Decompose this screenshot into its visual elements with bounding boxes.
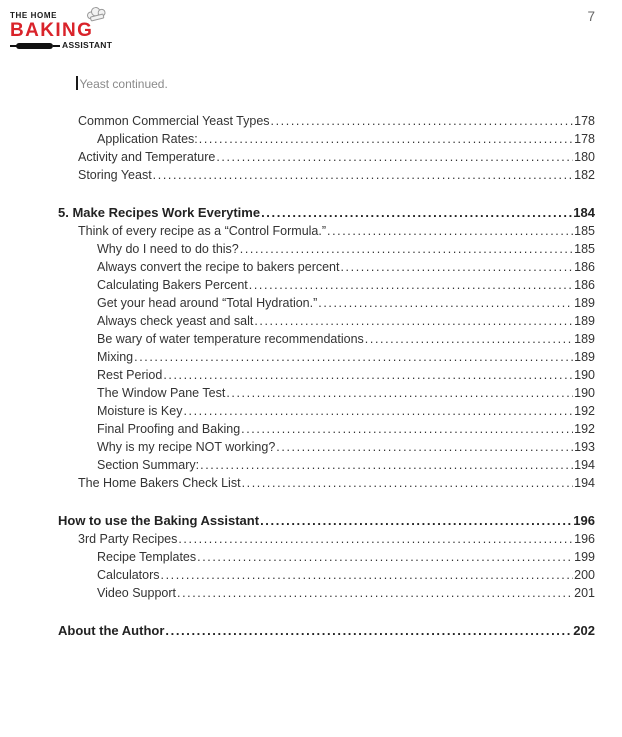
toc-entry-page: 190 [574, 386, 595, 400]
toc-entry-page: 178 [574, 132, 595, 146]
toc-dot-leader [216, 148, 573, 166]
rolling-pin-icon [10, 42, 60, 50]
table-of-contents [58, 112, 595, 640]
toc-entry[interactable] [58, 530, 595, 548]
logo-the-home-text: THE HOME [10, 11, 58, 20]
toc-dot-leader [197, 548, 573, 566]
toc-entry-title: The Window Pane Test [97, 386, 226, 400]
toc-entry-page: 200 [574, 568, 595, 582]
toc-dot-leader [165, 622, 572, 640]
toc-entry[interactable] [58, 148, 595, 166]
toc-entry-page: 192 [574, 422, 595, 436]
toc-entry-title: Final Proofing and Baking [97, 422, 241, 436]
toc-entry-title: 5. Make Recipes Work Everytime [58, 205, 261, 220]
toc-dot-leader [161, 566, 574, 584]
toc-dot-leader [153, 166, 573, 184]
toc-entry-page: 178 [574, 114, 595, 128]
toc-entry-title: Get your head around “Total Hydration.” [97, 296, 318, 310]
toc-dot-leader [254, 312, 573, 330]
toc-entry-title: How to use the Baking Assistant [58, 513, 260, 528]
toc-entry[interactable] [58, 474, 595, 492]
toc-dot-leader [276, 438, 573, 456]
toc-entry-page: 201 [574, 586, 595, 600]
toc-entry-title: Calculating Bakers Percent [97, 278, 248, 292]
logo-assistant-text: ASSISTANT [62, 40, 113, 50]
toc-entry-title: Video Support [97, 586, 176, 600]
toc-entry-page: 199 [574, 550, 595, 564]
toc-entry[interactable] [58, 384, 595, 402]
toc-entry-page: 196 [574, 532, 595, 546]
toc-entry[interactable] [58, 330, 595, 348]
logo-baking-text: BAKING [10, 19, 94, 42]
toc-dot-leader [241, 420, 573, 438]
toc-entry-title: Section Summary: [97, 458, 200, 472]
logo-bottom-row [10, 40, 113, 50]
toc-entry[interactable] [58, 348, 595, 366]
toc-dot-leader [199, 130, 573, 148]
toc-entry-title: Moisture is Key [97, 404, 183, 418]
toc-dot-leader [178, 530, 573, 548]
toc-entry-page: 186 [574, 260, 595, 274]
toc-entry[interactable] [58, 294, 595, 312]
toc-entry-title: Why do I need to do this? [97, 242, 239, 256]
toc-entry-page: 184 [573, 205, 595, 220]
toc-entry-page: 192 [574, 404, 595, 418]
toc-entry-page: 180 [574, 150, 595, 164]
toc-entry-title: Application Rates: [97, 132, 198, 146]
toc-entry-page: 186 [574, 278, 595, 292]
toc-entry-title: Recipe Templates [97, 550, 197, 564]
toc-entry-title: Be wary of water temperature recommendations [97, 332, 364, 346]
toc-entry[interactable] [58, 276, 595, 294]
toc-entry[interactable] [58, 366, 595, 384]
toc-entry-page: 189 [574, 350, 595, 364]
toc-entry-page: 194 [574, 476, 595, 490]
section-continued-note[interactable] [76, 76, 168, 92]
toc-dot-leader [183, 402, 573, 420]
toc-entry-title: Why is my recipe NOT working? [97, 440, 276, 454]
toc-dot-leader [163, 366, 573, 384]
toc-dot-leader [200, 456, 573, 474]
toc-entry[interactable] [58, 456, 595, 474]
toc-entry[interactable] [58, 420, 595, 438]
toc-entry[interactable] [58, 130, 595, 148]
baking-assistant-logo[interactable] [10, 11, 113, 50]
toc-entry-title: About the Author [58, 623, 165, 638]
toc-entry-title: Calculators [97, 568, 160, 582]
toc-dot-leader [271, 112, 574, 130]
toc-dot-leader [177, 584, 573, 602]
toc-entry-page: 182 [574, 168, 595, 182]
toc-entry[interactable] [58, 166, 595, 184]
toc-entry-title: 3rd Party Recipes [78, 532, 178, 546]
toc-entry[interactable] [58, 566, 595, 584]
toc-entry[interactable] [58, 438, 595, 456]
toc-dot-leader [340, 258, 573, 276]
toc-entry[interactable] [58, 258, 595, 276]
page-number: 7 [587, 9, 595, 24]
toc-entry-page: 185 [574, 242, 595, 256]
toc-entry[interactable] [58, 312, 595, 330]
toc-entry-page: 193 [574, 440, 595, 454]
toc-entry-title: Always check yeast and salt [97, 314, 254, 328]
toc-entry[interactable] [58, 548, 595, 566]
toc-entry-title: Always convert the recipe to bakers percent [97, 260, 340, 274]
toc-dot-leader [134, 348, 573, 366]
toc-entry-page: 202 [573, 623, 595, 638]
toc-dot-leader [365, 330, 573, 348]
toc-entry[interactable] [58, 584, 595, 602]
toc-dot-leader [260, 512, 572, 530]
toc-dot-leader [327, 222, 573, 240]
toc-entry[interactable] [58, 402, 595, 420]
toc-dot-leader [240, 240, 573, 258]
toc-entry-page: 189 [574, 296, 595, 310]
text-cursor [76, 76, 78, 90]
toc-entry[interactable] [58, 222, 595, 240]
toc-entry-title: Rest Period [97, 368, 163, 382]
toc-entry[interactable] [58, 512, 595, 530]
toc-entry-page: 189 [574, 314, 595, 328]
toc-entry[interactable] [58, 240, 595, 258]
toc-entry-title: Common Commercial Yeast Types [78, 114, 270, 128]
toc-entry-title: Mixing [97, 350, 134, 364]
toc-entry[interactable] [58, 112, 595, 130]
toc-entry-title: Storing Yeast [78, 168, 152, 182]
toc-dot-leader [242, 474, 574, 492]
toc-entry-title: The Home Bakers Check List [78, 476, 241, 490]
toc-entry-page: 185 [574, 224, 595, 238]
toc-entry-title: Activity and Temperature [78, 150, 216, 164]
toc-entry-page: 196 [573, 513, 595, 528]
toc-entry-page: 194 [574, 458, 595, 472]
toc-entry-title: Think of every recipe as a “Control Formula.” [78, 224, 327, 238]
toc-dot-leader [249, 276, 573, 294]
toc-entry[interactable] [58, 204, 595, 222]
toc-dot-leader [261, 204, 572, 222]
toc-dot-leader [318, 294, 573, 312]
toc-entry-page: 189 [574, 332, 595, 346]
toc-entry-page: 190 [574, 368, 595, 382]
toc-entry[interactable] [58, 622, 595, 640]
toc-dot-leader [226, 384, 573, 402]
continued-note-text: Yeast continued. [79, 77, 168, 91]
